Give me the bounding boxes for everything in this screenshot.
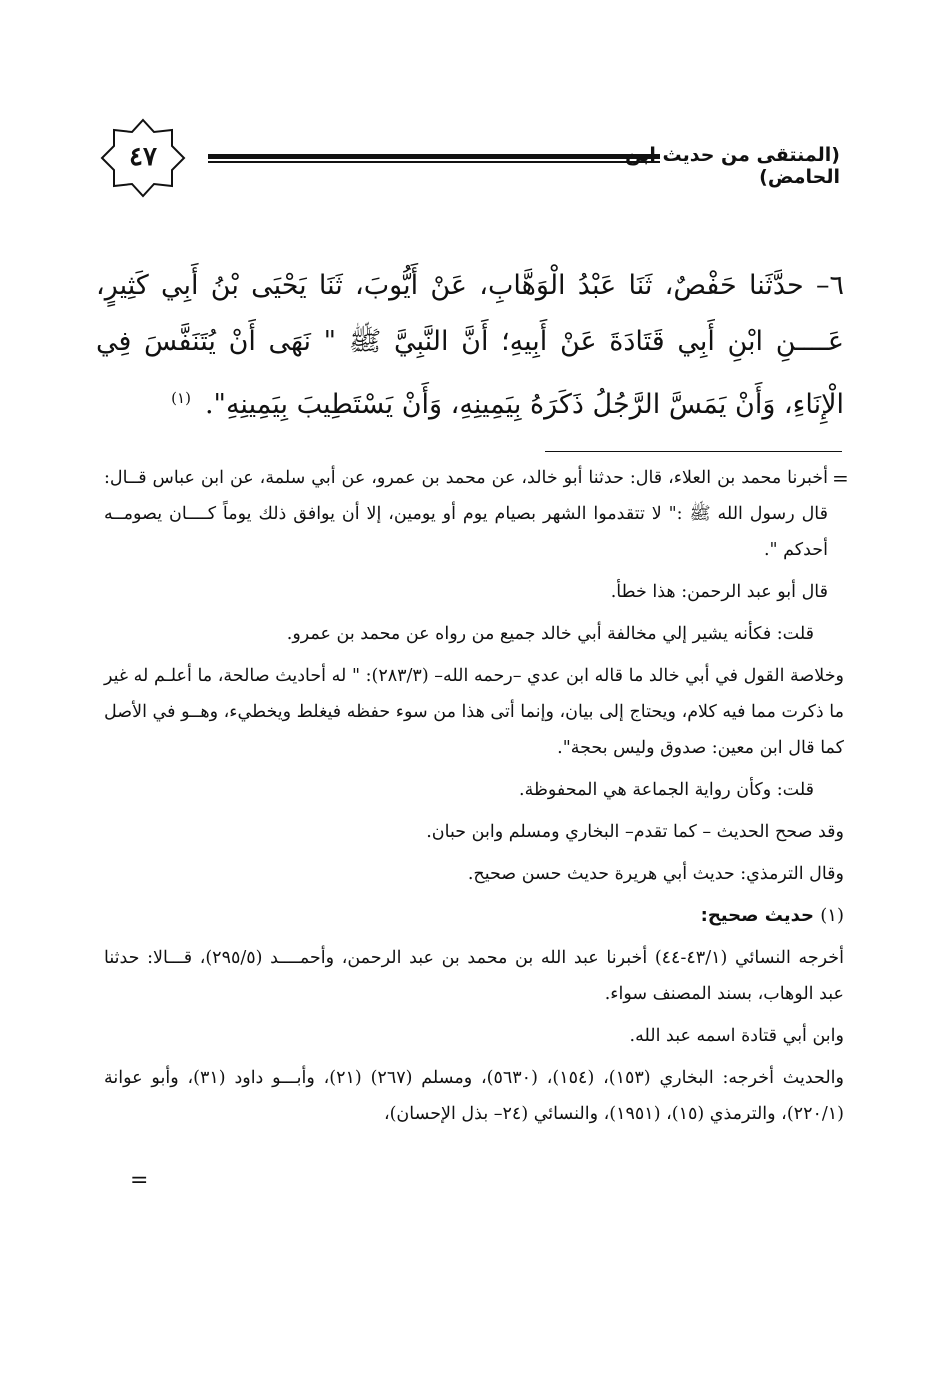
footnote-separator — [545, 451, 842, 452]
footnote-paragraph: وابن أبي قتادة اسمه عبد الله. — [629, 1026, 844, 1046]
note-paragraph: أخبرنا محمد بن العلاء، قال: حدثنا أبو خالد، عن محمد بن عمرو، عن أبي سلمة، عن ابن عباس قــال: قال رسول الله ﷺ :" لا تتقدموا الشهر بصيام يوم أو يومين، إلا أن يوافق ذلك يوماً كــــان يصومــه أحدكم ". — [104, 468, 828, 560]
note-paragraph: وخلاصة القول في أبي خالد ما قاله ابن عدي –رحمه الله– (٢٨٣/٣): " له أحاديث صالحة، ما أعلـم له غير ما ذكرت مما فيه كلام، ويحتاج إلى بيان، وإنما أتى هذا من سوء حفظه فيغلط ويخطيء، وهــو في الأصل كما قال ابن معين: صدوق وليس بحجة". — [104, 666, 844, 758]
footnote-paragraph: أخرجه النسائي (٤٣/١-٤٤) أخبرنا عبد الله بن محمد بن عبد الرحمن، وأحمــــد (٢٩٥/٥)، قـــالا: حدثنا عبد الوهاب، بسند المصنف سواء. — [104, 948, 844, 1004]
note-paragraph: قلت: فكأنه يشير إلي مخالفة أبي خالد جميع من رواه عن محمد بن عمرو. — [286, 624, 814, 644]
page-header — [100, 118, 840, 198]
note-paragraph: قلت: وكأن رواية الجماعة هي المحفوظة. — [519, 780, 814, 800]
continuation-mark-end: = — [130, 1168, 149, 1193]
note-paragraph: وقال الترمذي: حديث أبي هريرة حديث حسن صحيح. — [467, 864, 844, 884]
footnote-heading — [104, 898, 844, 934]
note-paragraph: وقد صحح الحديث – كما تقدم– البخاري ومسلم وابن حبان. — [426, 822, 844, 842]
page-number-badge — [100, 118, 186, 198]
hadith-text — [96, 258, 844, 433]
page-number: ٤٧ — [129, 142, 157, 172]
footnotes — [104, 460, 844, 1138]
continuation-mark-start: = — [832, 466, 849, 490]
footnote-paragraph: والحديث أخرجه: البخاري (١٥٣)، (١٥٤)، (٥٦٣٠)، ومسلم (٢٦٧) (٢١)، وأبـــو داود (٣١)، وأبو عوانة (٢٢٠/١)، والترمذي (١٥)، (١٩٥١)، والنسائي (٢٤– بذل الإحسان)، — [104, 1068, 844, 1124]
running-title: (المنتقى من حديث ابن الحامض) — [625, 144, 840, 188]
footnote-number: (١) — [820, 905, 844, 926]
footnote-ref: (١) — [171, 389, 191, 407]
footnote-title: حديث صحيح: — [700, 905, 814, 926]
hadith-body: ٦– حدَّثَنا حَفْصٌ، ثَنَا عَبْدُ الْوَهَّابِ، عَنْ أَيُّوبَ، ثَنَا يَحْيَى بْنُ أَبِي كَثِيرٍ، عَــــنِ ابْنِ أَبِي قَتَادَةَ عَنْ أَبِيهِ؛ أَنَّ النَّبِيَّ ﷺ " نَهَى أَنْ يُتَنَفَّسَ فِي الْإِنَاءِ، وَأَنْ يَمَسَّ الرَّجُلُ ذَكَرَهُ بِيَمِينِهِ، وَأَنْ يَسْتَطِيبَ بِيَمِينِهِ". — [96, 270, 844, 420]
note-paragraph: قال أبو عبد الرحمن: هذا خطأ. — [610, 582, 828, 602]
